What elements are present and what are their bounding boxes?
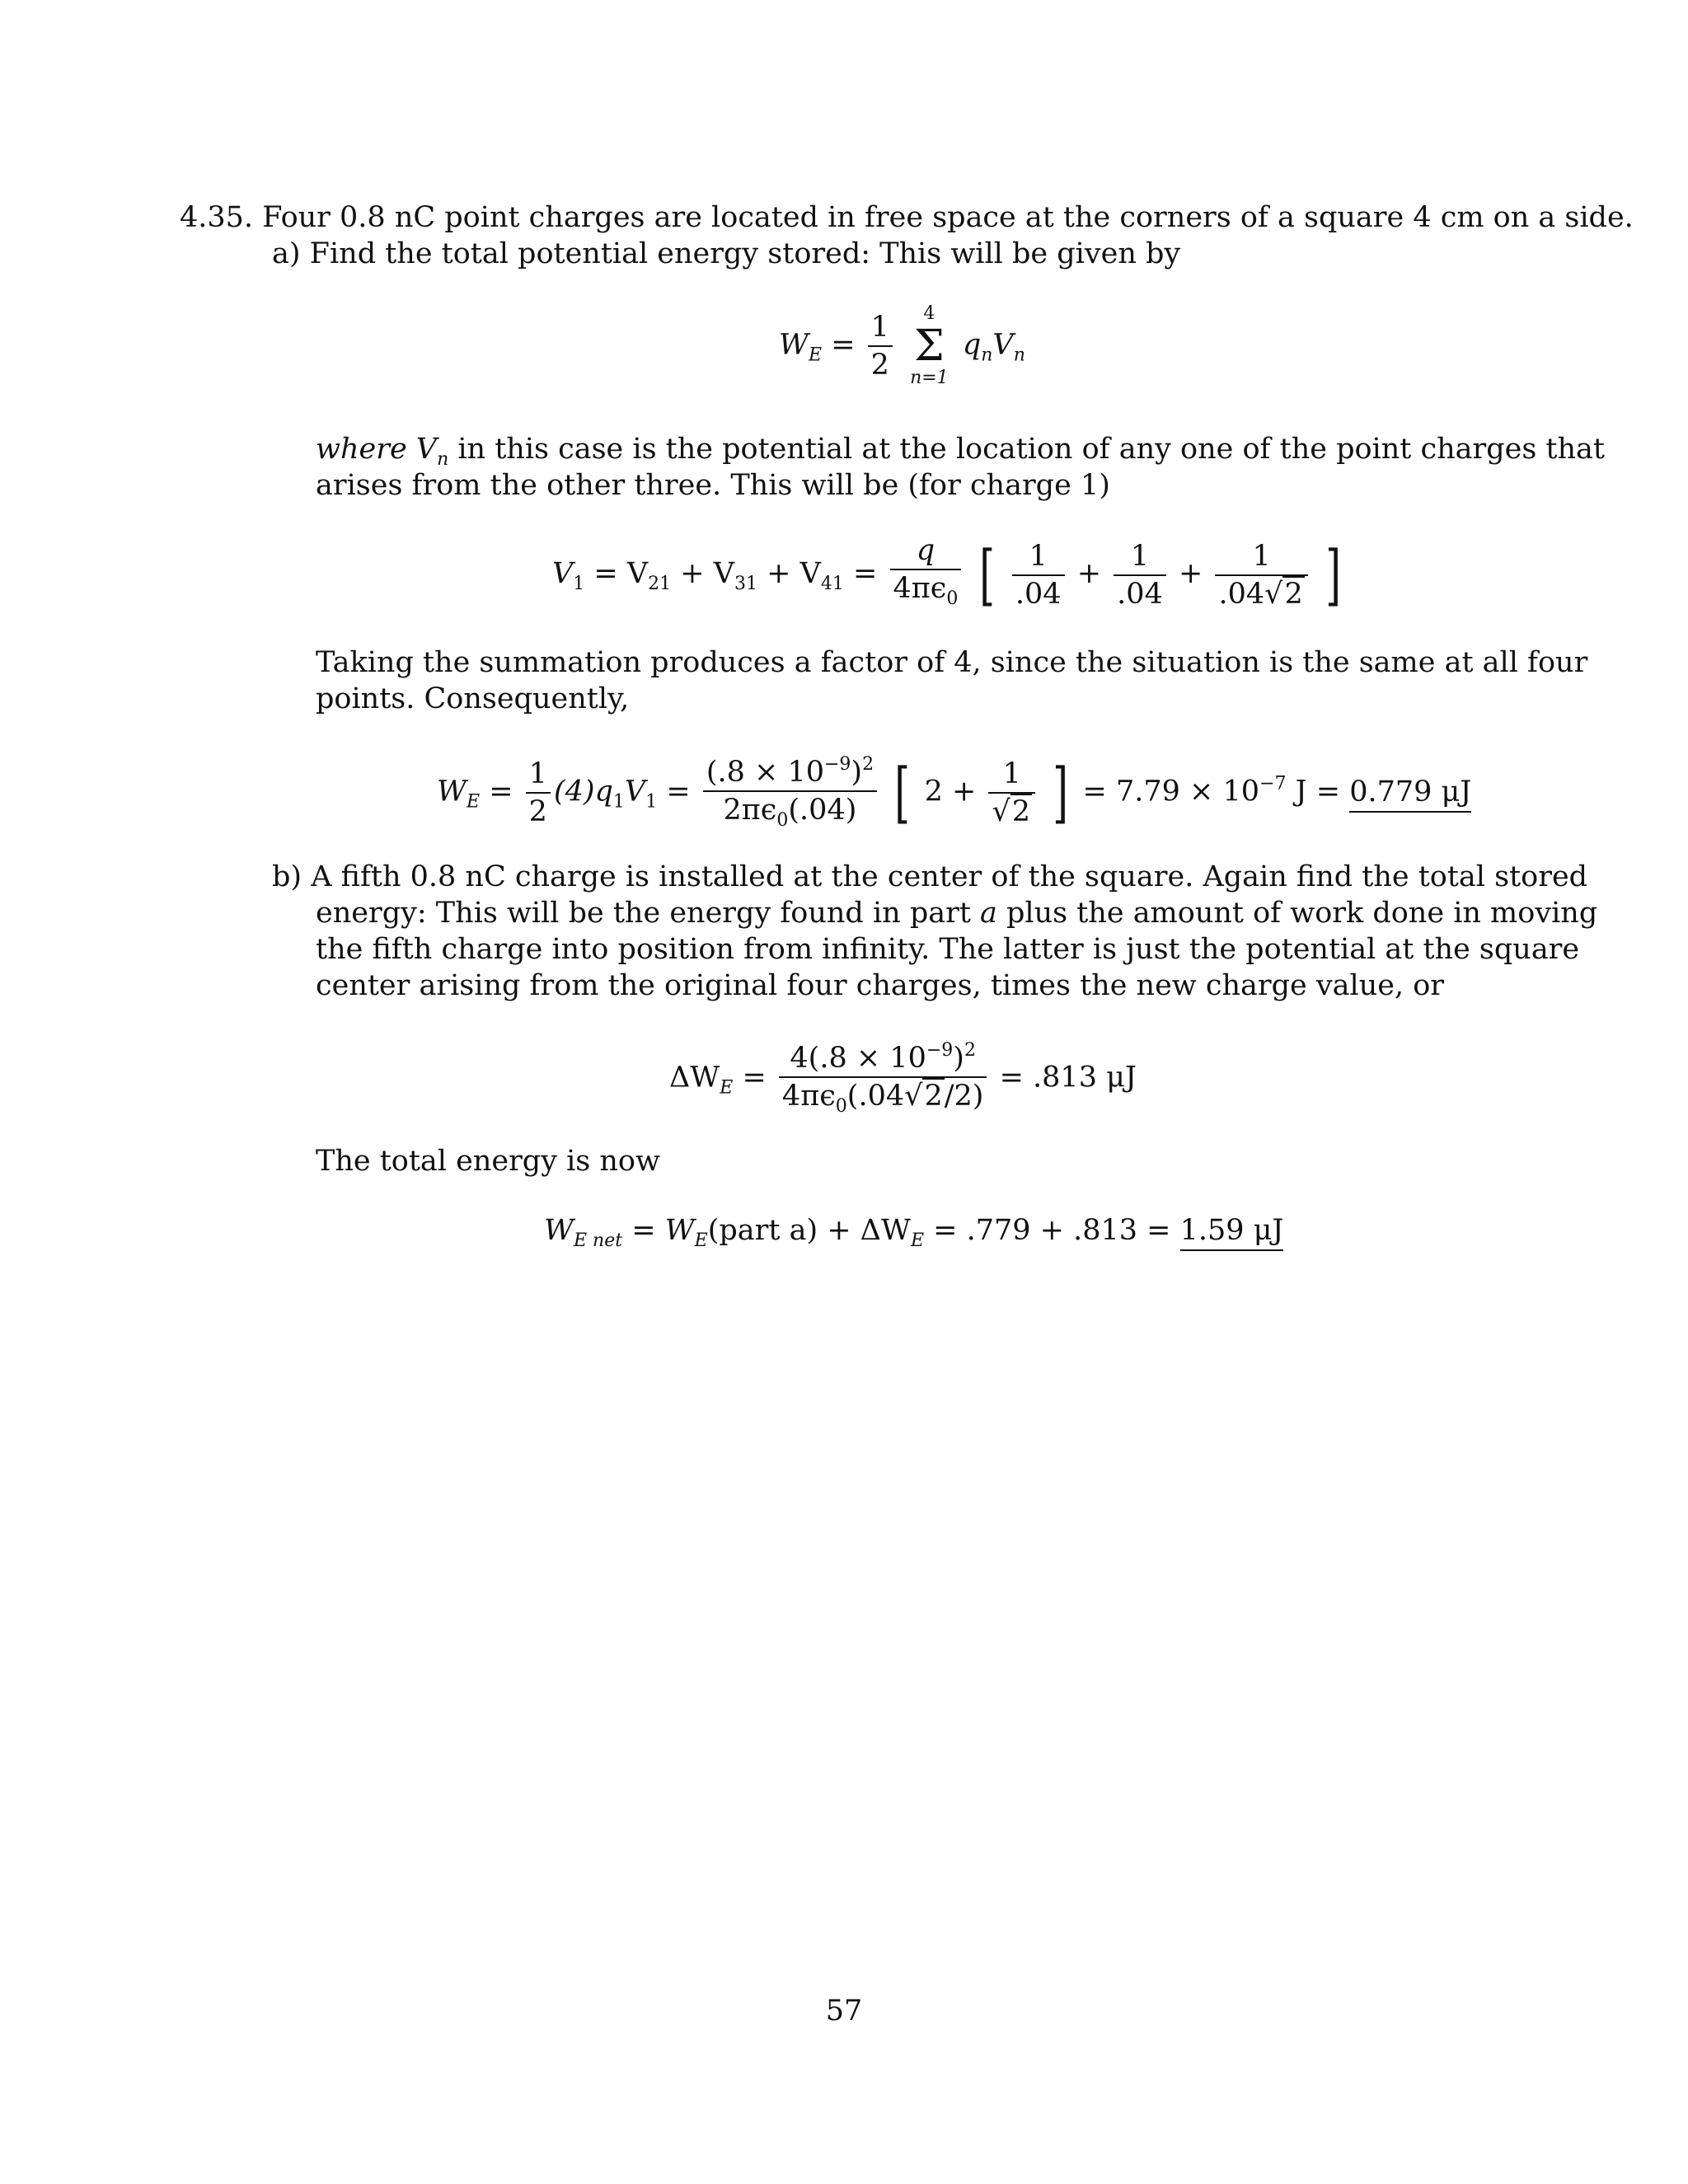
eq3-half-fraction: [526, 757, 551, 828]
eq3-after-half: (4)q: [553, 775, 613, 808]
eq3-v-sub: 1: [645, 791, 658, 813]
eq2-frac3: [1215, 540, 1307, 611]
part-b-line-4: center arising from the original four charges, times the new charge value, or: [316, 969, 1444, 1002]
eq2-coef-den: [890, 570, 962, 616]
part-b-line-2-post: plus the amount of work done in moving: [996, 897, 1598, 930]
explain-vn-sub: n: [437, 449, 449, 470]
eq1-half-num: 1: [868, 311, 893, 347]
eq2-equals: =: [853, 557, 878, 590]
eq4-fraction: [779, 1034, 987, 1123]
eq3-right-bracket: ]: [1053, 754, 1069, 831]
eq2-lhs: V: [552, 557, 574, 590]
explain-vn: where V: [316, 433, 438, 466]
eq1-sum-upper: 4: [923, 303, 935, 324]
equation-total-energy: [544, 1214, 1283, 1251]
eq3-equals: =: [489, 775, 513, 808]
eq2-plus3: +: [1076, 557, 1102, 590]
eq2-coef-den-sub: 0: [946, 588, 959, 609]
total-energy-intro: The total energy is now: [316, 1145, 660, 1178]
eq2-right-bracket: ]: [1325, 536, 1341, 613]
eq2-lhs-sub: 1: [573, 574, 585, 594]
eq1-summation: [910, 303, 949, 389]
eq4-num-sq: 2: [964, 1040, 976, 1061]
part-a-intro-text: Find the total potential energy stored: This will be given by: [309, 237, 1181, 270]
part-b-line-2-italic: a: [980, 897, 997, 930]
eq2-f1-num: 1: [1012, 540, 1065, 576]
part-b-line-2: [316, 895, 1597, 931]
eq1-equals: =: [831, 328, 856, 362]
eq2-frac1: [1012, 540, 1065, 611]
eq3-main-fraction: [703, 748, 877, 837]
eq3-final-answer: 0.779 μJ: [1349, 776, 1471, 813]
part-b-line-2-pre: energy: This will be the energy found in part: [316, 897, 981, 930]
eq4-num-close: ): [953, 1042, 964, 1075]
eq3-main-num: [703, 748, 877, 792]
eq1-lhs: W: [779, 328, 809, 362]
eq4-num-exp: −9: [926, 1040, 954, 1061]
eq2-frac2: [1114, 540, 1166, 611]
taking-line-2: points. Consequently,: [316, 682, 630, 715]
eq3-result-unit: J =: [1286, 775, 1341, 808]
eq2-coef-num: q: [890, 534, 962, 570]
eq2-f2-den: .04: [1117, 577, 1163, 611]
eq5-lhs: W: [544, 1214, 574, 1247]
eq2-t1-sub: 21: [648, 574, 672, 594]
eq2-f3-den: [1215, 576, 1307, 611]
eq1-term-q: q: [962, 328, 982, 362]
eq3-den-sub: 0: [776, 810, 789, 831]
eq2-f1-den: .04: [1015, 577, 1062, 611]
eq3-inner-num: 1: [988, 757, 1035, 794]
eq2-plus4: +: [1178, 557, 1203, 590]
part-a-label: a): [272, 237, 301, 270]
eq3-inner-sqrt: √2: [992, 795, 1031, 828]
eq3-num-exp: −9: [823, 754, 851, 775]
eq5-term1: W: [664, 1214, 695, 1247]
eq1-term-q-sub: n: [981, 344, 993, 366]
eq1-lhs-sub: E: [808, 344, 823, 366]
equation-delta-energy: [669, 1034, 1137, 1123]
eq2-mid: = V: [593, 557, 649, 590]
eq4-den-mid: (.04: [846, 1080, 905, 1113]
part-b-line-3: the fifth charge into position from infinity. The latter is just the potential at the square: [316, 933, 1580, 966]
eq5-equals: =: [631, 1214, 656, 1247]
eq2-plus1: + V: [680, 557, 735, 590]
problem-number: 4.35.: [180, 201, 254, 234]
eq3-inner-radicand: 2: [1011, 795, 1031, 828]
eq3-den-rest: (.04): [788, 794, 857, 827]
eq2-plus2: + V: [767, 557, 821, 590]
eq1-half-fraction: [868, 311, 893, 382]
eq4-result: = .813 μJ: [999, 1061, 1137, 1094]
eq3-inner-den: [988, 794, 1035, 828]
equation-energy-sum: [779, 303, 1025, 389]
eq2-f3-num: 1: [1215, 540, 1307, 576]
eq5-term1-arg: (part a) + ΔW: [707, 1214, 911, 1247]
eq4-num: [779, 1034, 987, 1078]
eq2-t3-sub: 41: [820, 574, 844, 594]
equation-potential-v1: [552, 534, 1346, 616]
eq4-den-sqrt: √2: [904, 1080, 943, 1113]
eq4-den-post: /2): [944, 1080, 984, 1113]
eq3-result: = 7.79 × 10: [1082, 775, 1260, 808]
eq3-left-bracket: [: [894, 754, 911, 831]
equation-energy-result: [437, 748, 1471, 837]
eq4-lhs: ΔW: [669, 1061, 720, 1094]
eq3-half-den: 2: [528, 795, 547, 828]
eq1-sum-symbol: Σ: [914, 321, 945, 371]
eq3-num-base: (.8 × 10: [706, 756, 824, 789]
eq4-lhs-sub: E: [720, 1077, 734, 1099]
eq2-coef-den-text: 4πϵ: [893, 572, 947, 605]
eq5-term2-sub: E: [910, 1230, 924, 1251]
eq2-f3-den-pre: .04: [1218, 577, 1265, 611]
eq2-t2-sub: 31: [734, 574, 758, 594]
eq3-main-den: [703, 792, 877, 837]
part-b-label: b): [272, 860, 302, 893]
eq5-final-answer: 1.59 μJ: [1180, 1214, 1284, 1251]
eq2-f3-radicand: 2: [1284, 577, 1303, 611]
eq4-num-base: 4(.8 × 10: [790, 1042, 926, 1075]
explain-line-1-rest: in this case is the potential at the location of any one of the point charges that: [448, 433, 1605, 466]
eq5-lhs-sub: E net: [573, 1230, 623, 1251]
eq2-coef-fraction: [890, 534, 962, 616]
eq1-half-den: 2: [870, 349, 889, 382]
eq3-half-num: 1: [526, 757, 551, 794]
eq5-term1-sub: E: [694, 1230, 708, 1251]
page-number: 57: [825, 1994, 863, 2027]
eq3-v: V: [624, 775, 646, 808]
eq3-inner-fraction: [988, 757, 1035, 828]
eq2-f3-sqrt: √2: [1264, 577, 1303, 611]
eq1-term-v: V: [992, 328, 1014, 362]
eq5-sum: = .779 + .813 =: [933, 1214, 1171, 1247]
eq4-den-radicand: 2: [924, 1080, 943, 1113]
problem-text: Four 0.8 nC point charges are located in free space at the corners of a square 4 cm on a side.: [262, 201, 1634, 234]
eq4-den: [779, 1078, 987, 1123]
eq4-equals: =: [742, 1061, 767, 1094]
part-a-intro: [272, 236, 1180, 272]
eq4-den-sub: 0: [835, 1096, 847, 1117]
part-b-line-1-text: A fifth 0.8 nC charge is installed at the center of the square. Again find the total stored: [311, 860, 1588, 893]
eq2-left-bracket: [: [978, 536, 995, 613]
eq3-result-exp: −7: [1259, 773, 1287, 794]
eq3-den-text: 2πϵ: [723, 794, 777, 827]
eq3-lhs-sub: E: [466, 791, 481, 813]
eq3-num-sq: 2: [862, 754, 874, 775]
problem-statement: [180, 199, 1634, 236]
taking-line-1: Taking the summation produces a factor of 4, since the situation is the same at all four: [316, 646, 1588, 679]
eq2-f2-num: 1: [1114, 540, 1166, 576]
eq3-lhs: W: [437, 775, 467, 808]
eq1-term-v-sub: n: [1013, 344, 1025, 366]
part-b-line-1: [272, 859, 1587, 895]
eq3-equals2: =: [666, 775, 691, 808]
explain-line-2: arises from the other three. This will be (for charge 1): [316, 469, 1110, 502]
eq3-num-close: ): [851, 756, 863, 789]
eq3-bracket-two: 2 +: [924, 775, 977, 808]
eq4-den-pre: 4πϵ: [781, 1080, 836, 1113]
eq1-sum-lower: n=1: [910, 368, 949, 388]
eq3-q-sub: 1: [612, 791, 625, 813]
